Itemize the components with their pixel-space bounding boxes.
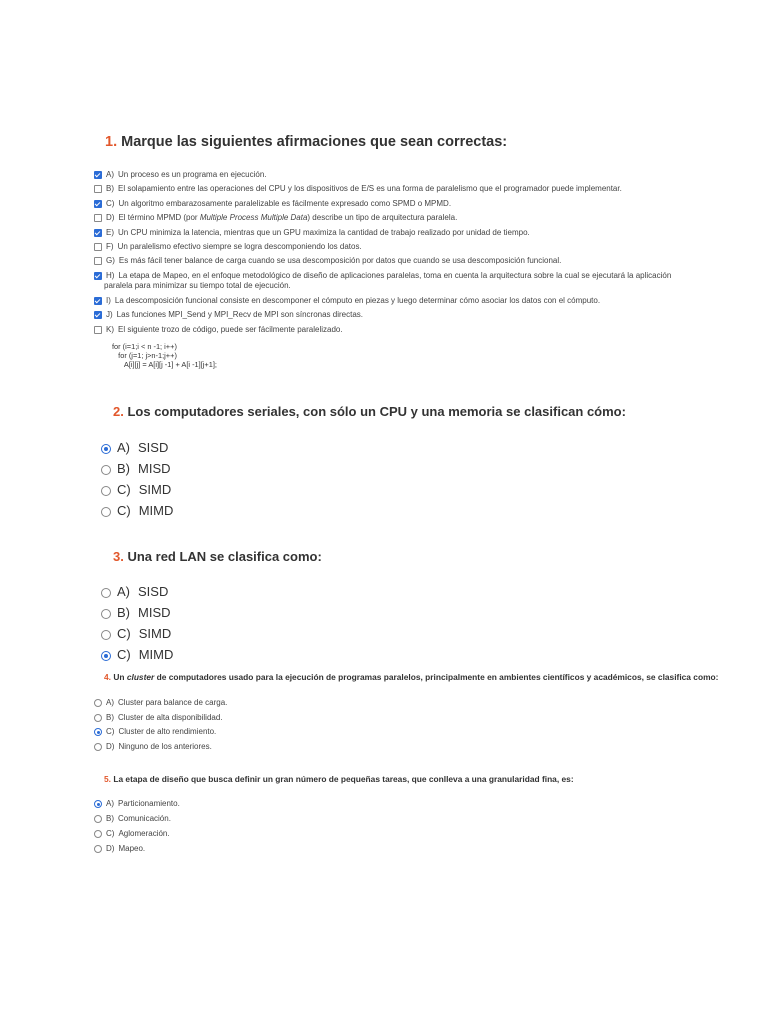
radio-button[interactable] xyxy=(94,830,102,838)
question-1-number: 1. xyxy=(105,134,118,150)
code-line: for (j=1; j>n-1;j++) xyxy=(112,351,177,360)
option-letter: I) xyxy=(106,296,111,305)
q1-option-h-continued xyxy=(104,281,291,290)
option-text: Mapeo. xyxy=(118,844,146,853)
q1-option-h[interactable] xyxy=(94,271,671,280)
q3-option-b[interactable] xyxy=(101,605,171,620)
checkbox[interactable] xyxy=(94,257,102,265)
option-letter: K) xyxy=(106,325,114,334)
radio-button[interactable] xyxy=(94,800,102,808)
option-letter: E) xyxy=(106,228,114,237)
option-text: SISD xyxy=(138,584,169,599)
option-text: El término MPMD (por Multiple Process Multiple Data) describe un tipo de arquitectura paralela. xyxy=(118,213,458,222)
option-text: SISD xyxy=(138,440,169,455)
option-letter: J) xyxy=(106,310,113,319)
q4-option-d[interactable] xyxy=(94,742,212,751)
option-text: Particionamiento. xyxy=(118,799,180,808)
option-letter: C) xyxy=(117,647,131,662)
checkbox[interactable] xyxy=(94,272,102,280)
option-letter: C) xyxy=(117,626,131,641)
option-letter: F) xyxy=(106,242,114,251)
option-text: Comunicación. xyxy=(118,814,171,823)
radio-button[interactable] xyxy=(94,728,102,736)
q2-option-d[interactable] xyxy=(101,503,173,518)
radio-button[interactable] xyxy=(94,699,102,707)
option-text: Cluster para balance de carga. xyxy=(118,698,228,707)
question-4-number: 4. xyxy=(104,672,111,682)
option-letter: A) xyxy=(106,698,114,707)
option-letter: B) xyxy=(117,461,130,476)
checkbox[interactable] xyxy=(94,229,102,237)
q1-option-k[interactable] xyxy=(94,325,343,334)
q5-option-a[interactable] xyxy=(94,799,180,808)
option-letter: C) xyxy=(106,199,115,208)
q1-option-d[interactable] xyxy=(94,213,457,222)
option-text: Un algoritmo embarazosamente paralelizable es fácilmente expresado como SPMD o MPMD. xyxy=(118,199,452,208)
option-letter: B) xyxy=(106,814,114,823)
q1-option-i[interactable] xyxy=(94,296,600,305)
option-text: Un paralelismo efectivo siempre se logra descomponiendo los datos. xyxy=(117,242,362,251)
option-letter: B) xyxy=(117,605,130,620)
q2-option-a[interactable] xyxy=(101,440,168,455)
question-2-number: 2. xyxy=(113,404,124,419)
question-5-number: 5. xyxy=(104,774,111,784)
option-letter: C) xyxy=(106,727,115,736)
option-text: Aglomeración. xyxy=(118,829,170,838)
option-text: MISD xyxy=(138,605,171,620)
radio-button[interactable] xyxy=(101,630,111,640)
option-text: MIMD xyxy=(138,503,174,518)
radio-button[interactable] xyxy=(101,651,111,661)
option-letter: H) xyxy=(106,271,115,280)
option-text: Un CPU minimiza la latencia, mientras que un GPU maximiza la cantidad de trabajo realizado por unidad de tiempo. xyxy=(118,228,530,237)
q1-option-g[interactable] xyxy=(94,256,561,265)
radio-button[interactable] xyxy=(94,714,102,722)
code-line: A[i][j] = A[i][j -1] + A[i -1][j+1]; xyxy=(112,360,217,369)
checkbox[interactable] xyxy=(94,297,102,305)
option-letter: A) xyxy=(117,584,130,599)
q3-option-a[interactable] xyxy=(101,584,168,599)
q2-option-c[interactable] xyxy=(101,482,171,497)
option-text: El siguiente trozo de código, puede ser fácilmente paralelizado. xyxy=(118,325,343,334)
option-text: La etapa de Mapeo, en el enfoque metodológico de diseño de aplicaciones paralelas, toma en cuenta la arquitectura sobre la cual se ejecutará la aplicación xyxy=(118,271,672,280)
option-text: Un proceso es un programa en ejecución. xyxy=(118,170,267,179)
question-2-title xyxy=(113,404,626,419)
option-text: Es más fácil tener balance de carga cuando se usa descomposición por datos que cuando se usa descomposición funcional. xyxy=(118,256,562,265)
option-letter: A) xyxy=(106,170,114,179)
radio-button[interactable] xyxy=(101,609,111,619)
checkbox[interactable] xyxy=(94,200,102,208)
option-letter: C) xyxy=(106,829,115,838)
question-3-title xyxy=(113,549,322,564)
option-text: Ninguno de los anteriores. xyxy=(118,742,212,751)
option-letter: A) xyxy=(106,799,114,808)
option-text: MIMD xyxy=(138,647,174,662)
question-3-text: Una red LAN se clasifica como: xyxy=(127,549,322,564)
code-line: for (i=1;i < n -1; i++) xyxy=(112,342,177,351)
radio-button[interactable] xyxy=(101,465,111,475)
checkbox[interactable] xyxy=(94,326,102,334)
checkbox[interactable] xyxy=(94,214,102,222)
q1-option-c[interactable] xyxy=(94,199,451,208)
q4-option-c[interactable] xyxy=(94,727,216,736)
option-letter: C) xyxy=(117,503,131,518)
q5-option-d[interactable] xyxy=(94,844,145,853)
question-1-title xyxy=(105,134,507,150)
q3-option-c[interactable] xyxy=(101,626,171,641)
option-text-line2: paralela para minimizar su tiempo total de ejecución. xyxy=(104,281,291,290)
option-letter: G) xyxy=(106,256,115,265)
question-3-number: 3. xyxy=(113,549,124,564)
option-letter: B) xyxy=(106,184,114,193)
q1-option-b[interactable] xyxy=(94,184,622,193)
checkbox[interactable] xyxy=(94,171,102,179)
checkbox[interactable] xyxy=(94,185,102,193)
radio-button[interactable] xyxy=(101,486,111,496)
option-letter: C) xyxy=(117,482,131,497)
code-snippet xyxy=(112,342,217,369)
radio-button[interactable] xyxy=(101,444,111,454)
option-text: La descomposición funcional consiste en descomponer el cómputo en piezas y luego determinar cómo asociar los datos con el cómputo. xyxy=(114,296,601,305)
q5-option-b[interactable] xyxy=(94,814,171,823)
q4-option-a[interactable] xyxy=(94,698,227,707)
option-text: SIMD xyxy=(138,482,172,497)
question-1-text: Marque las siguientes afirmaciones que sean correctas: xyxy=(121,134,508,150)
q2-option-b[interactable] xyxy=(101,461,171,476)
checkbox[interactable] xyxy=(94,243,102,251)
option-letter: D) xyxy=(106,844,115,853)
radio-button[interactable] xyxy=(94,815,102,823)
checkbox[interactable] xyxy=(94,311,102,319)
option-text: SIMD xyxy=(138,626,172,641)
radio-button[interactable] xyxy=(94,845,102,853)
option-text: Cluster de alta disponibilidad. xyxy=(118,713,223,722)
q4-option-b[interactable] xyxy=(94,713,223,722)
question-5-title xyxy=(104,774,574,784)
option-letter: A) xyxy=(117,440,130,455)
q5-option-c[interactable] xyxy=(94,829,170,838)
q1-option-f[interactable] xyxy=(94,242,362,251)
option-letter: B) xyxy=(106,713,114,722)
option-text: MISD xyxy=(138,461,171,476)
question-5-text: La etapa de diseño que busca definir un gran número de pequeñas tareas, que conlleva a una granularidad fina, es: xyxy=(113,774,574,784)
option-letter: D) xyxy=(106,742,115,751)
radio-button[interactable] xyxy=(94,743,102,751)
q1-option-e[interactable] xyxy=(94,228,530,237)
q3-option-d[interactable] xyxy=(101,647,173,662)
option-text: El solapamiento entre las operaciones del CPU y los dispositivos de E/S es una forma de paralelismo que el programador puede implementar. xyxy=(118,184,622,193)
radio-button[interactable] xyxy=(101,588,111,598)
radio-button[interactable] xyxy=(101,507,111,517)
question-4-title: 4. Un cluster de computadores usado para la ejecución de programas paralelos, principalmente en ambientes científicos y académicos, se clasifica como: xyxy=(104,672,719,682)
option-text: Las funciones MPI_Send y MPI_Recv de MPI son síncronas directas. xyxy=(116,310,364,319)
option-text: Cluster de alto rendimiento. xyxy=(118,727,217,736)
option-letter: D) xyxy=(106,213,115,222)
q1-option-a[interactable] xyxy=(94,170,267,179)
question-2-text: Los computadores seriales, con sólo un CPU y una memoria se clasifican cómo: xyxy=(127,404,626,419)
q1-option-j[interactable] xyxy=(94,310,363,319)
